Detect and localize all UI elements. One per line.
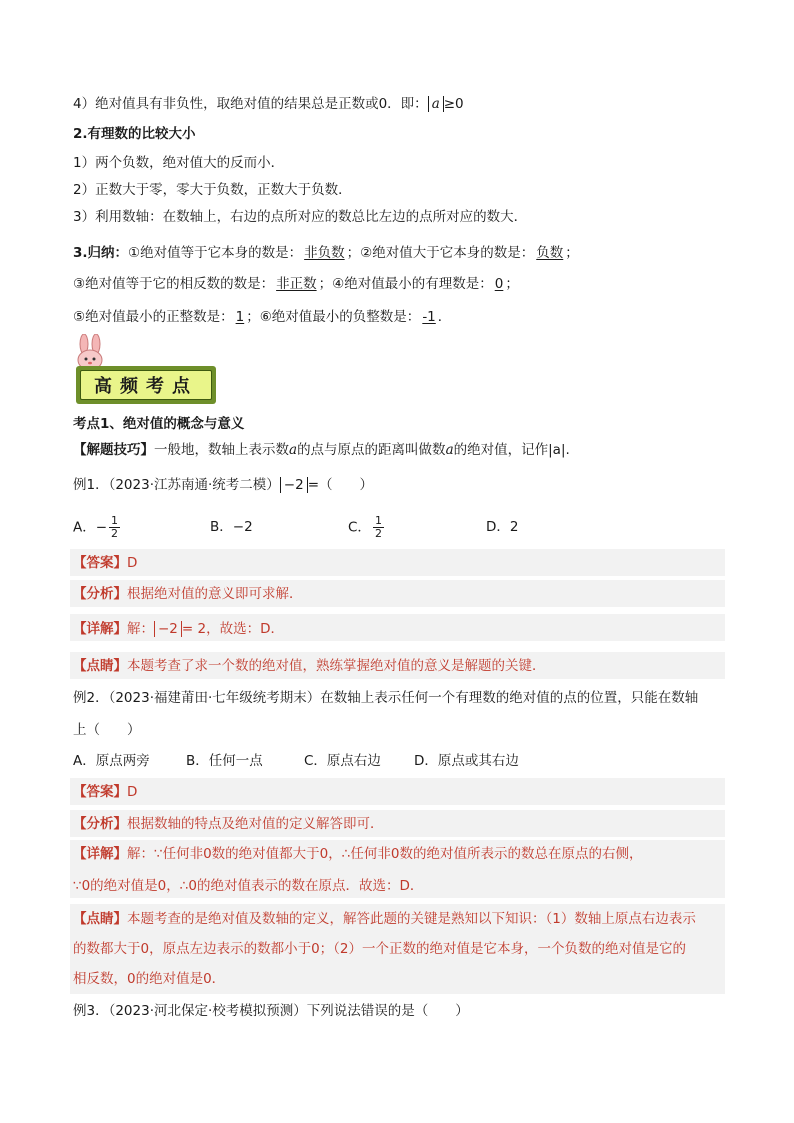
high-frequency-banner [76,366,216,404]
example-1-analysis: 【分析】根据绝对值的意义即可求解． [73,586,303,602]
abs-a: a [428,96,444,112]
summary-line-1: 3.归纳：①绝对值等于它本身的数是： 非负数 ；②绝对值大于它本身的数是： 负数 ； [73,245,579,261]
example-2-detail-line-2: ∵0的绝对值是0，∴0的绝对值表示的数在原点．故选：D． [73,878,424,894]
abs-minus-2: −2 [280,477,308,493]
compare-rule-3: 3）利用数轴：在数轴上，右边的点所对应的数总比左边的点所对应的数大． [73,209,528,225]
example-1-detail: 【详解】解： −2 = 2，故选：D． [73,621,284,637]
example-1-answer: 【答案】D [73,555,138,571]
fill-blank-5: 1 [235,309,245,325]
example-1-option-b: B．−2 [210,519,253,535]
fill-blank-3: 非正数 [276,276,317,292]
compare-rule-2: 2）正数大于零，零大于负数，正数大于负数． [73,182,352,198]
heading-compare: 2.有理数的比较大小 [73,126,196,142]
example-2-question-line-2: 上（ ） [73,722,141,738]
example-2-option-c: C．原点右边 [304,753,381,769]
example-3-question: 例3．（2023·河北保定·校考模拟预测）下列说法错误的是（ ） [73,1003,469,1019]
fill-blank-2: 负数 [536,245,564,261]
example-2-answer: 【答案】D [73,784,138,800]
example-1-option-a: A．− $\frac{1}{2}$ [73,514,119,540]
example-1-option-d: D．2 [486,519,519,535]
example-2-option-a: A．原点两旁 [73,753,150,769]
example-2-point-line-3: 相反数，0的绝对值是0． [73,971,226,987]
example-2-analysis: 【分析】根据数轴的特点及绝对值的定义解答即可． [73,816,384,832]
summary-line-2: ③绝对值等于它的相反数的数是： 非正数 ；④绝对值最小的有理数是： 0 ； [73,276,519,292]
example-2-option-b: B．任何一点 [186,753,263,769]
answer-band [70,549,725,576]
fill-blank-1: 非负数 [304,245,345,261]
answer-band [70,778,725,805]
example-1-question: 例1．（2023·江苏南通·统考二模） −2 =（ ） [73,477,373,493]
example-1-point: 【点睛】本题考查了求一个数的绝对值，熟练掌握绝对值的意义是解题的关键． [73,658,546,674]
example-2-option-d: D．原点或其右边 [414,753,519,769]
banner-title: 高频考点 [80,370,212,400]
example-2-point-line-2: 的数都大于0，原点左边表示的数都小于0；（2）一个正数的绝对值是它本身，一个负数的绝对值是它的 [73,941,687,957]
solving-tip: 【解题技巧】一般地，数轴上表示数a的点与原点的距离叫做数a的绝对值，记作|a|. [73,442,570,458]
summary-line-3: ⑤绝对值最小的正整数是： 1 ；⑥绝对值最小的负整数是： -1 ． [73,309,452,325]
topic-1-title: 考点1、绝对值的概念与意义 [73,416,245,432]
fill-blank-4: 0 [494,276,504,292]
fraction: $\frac{1}{2}$ [111,514,119,540]
fraction: $\frac{1}{2}$ [374,514,382,540]
compare-rule-1: 1）两个负数，绝对值大的反而小． [73,155,285,171]
example-2-detail-line-1: 【详解】解：∵任何非0数的绝对值都大于0，∴任何非0数的绝对值所表示的数总在原点的右侧， [73,846,643,862]
property-4: 4）绝对值具有非负性，取绝对值的结果总是正数或0．即： a ≥0 [73,96,464,112]
fill-blank-6: -1 [422,309,436,325]
example-2-question-line-1: 例2．（2023·福建莆田·七年级统考期末）在数轴上表示任何一个有理数的绝对值的点的位置，只能在数轴 [73,690,699,706]
example-2-point-line-1: 【点睛】本题考查的是绝对值及数轴的定义，解答此题的关键是熟知以下知识：（1）数轴上原点右边表示 [73,911,696,927]
example-1-option-c: C． $\frac{1}{2}$ [348,514,382,540]
